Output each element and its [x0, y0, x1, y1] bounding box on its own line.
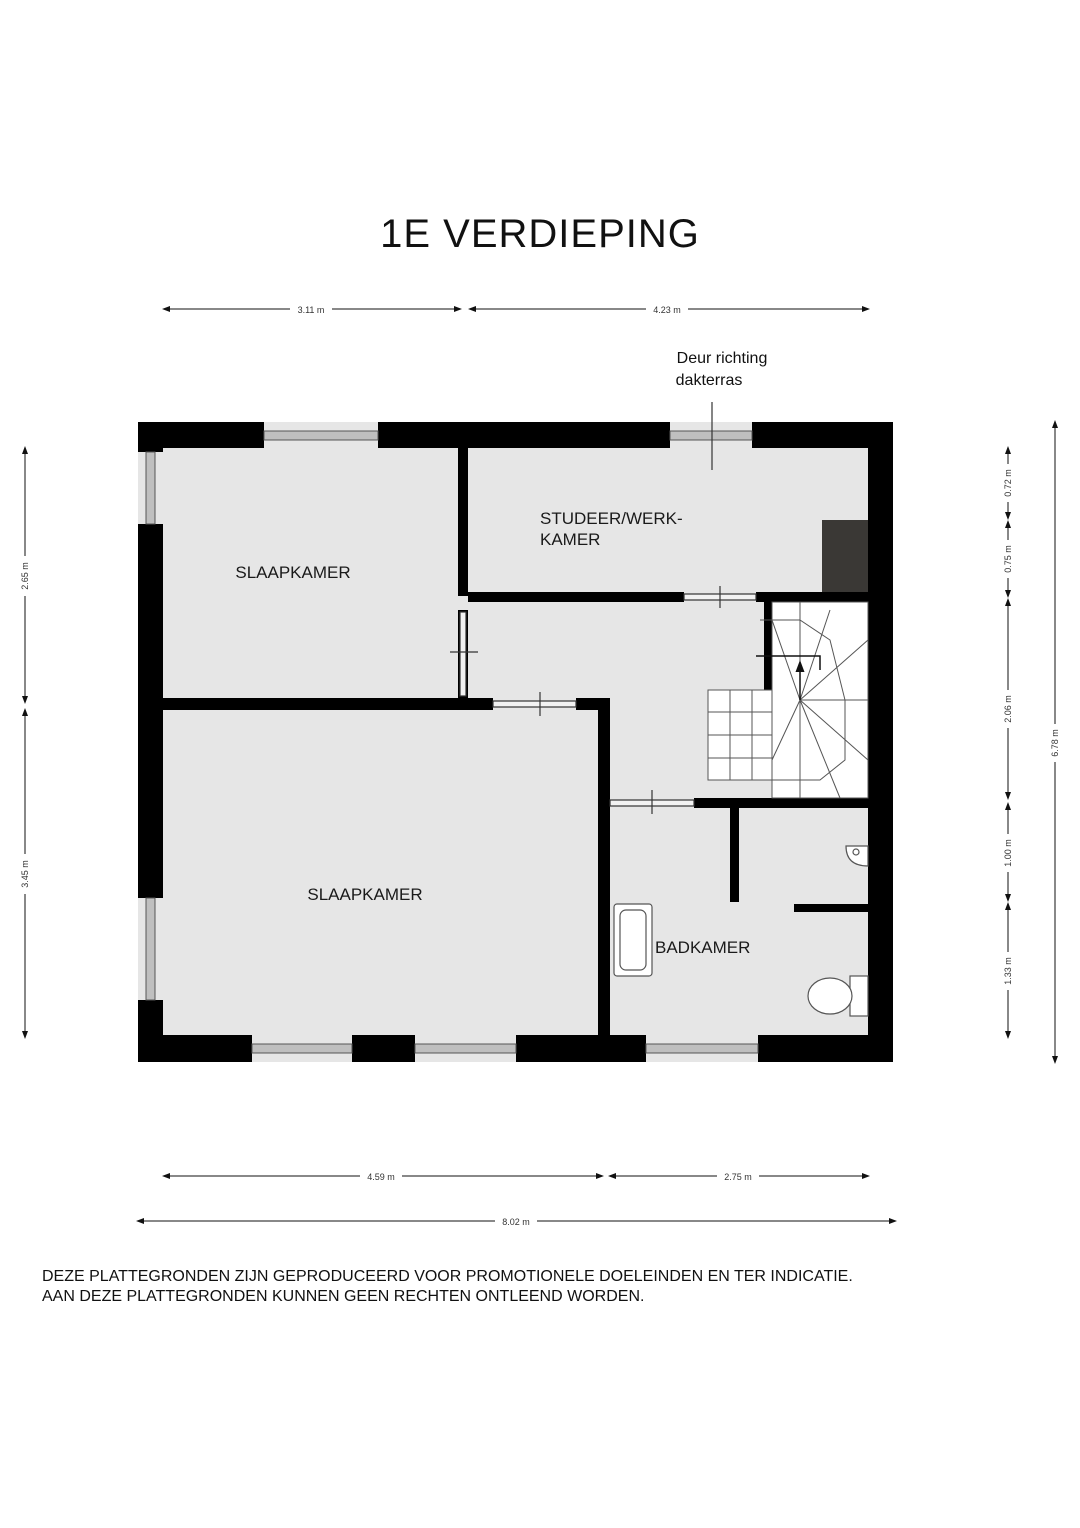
- disclaimer: [42, 1267, 853, 1307]
- annotation-line1: Deur richting: [676, 350, 768, 367]
- room-label-study-1: STUDEER/WERK-: [540, 509, 683, 528]
- window-bottom-3: [646, 1044, 758, 1053]
- door-bedroom-top: [460, 612, 466, 696]
- door-bedroom-bottom: [493, 701, 576, 707]
- wall-bottom-4: [758, 1035, 893, 1062]
- wall-toilet-div: [794, 904, 868, 912]
- dim-right-3: 2.06 m: [1003, 695, 1013, 723]
- window-top-right: [670, 431, 752, 440]
- wall-bedroom-divider: [163, 698, 493, 710]
- room-label-study-2: KAMER: [540, 530, 601, 549]
- annotation-line2: dakterras: [675, 372, 743, 389]
- dim-left-lower: 3.45 m: [20, 860, 30, 888]
- room-label-bedroom-top: SLAAPKAMER: [235, 563, 351, 582]
- wall-bottom-1: [138, 1035, 252, 1062]
- wall-bath-inner: [730, 808, 739, 902]
- window-bottom-2: [415, 1044, 516, 1053]
- wall-bottom-3: [516, 1035, 646, 1062]
- dim-top-right: 4.23 m: [653, 305, 681, 315]
- dim-right-total: 6.78 m: [1050, 729, 1060, 757]
- room-label-bathroom: BADKAMER: [655, 938, 751, 957]
- wall-bottom-2: [352, 1035, 415, 1062]
- wall-stair-left: [764, 596, 772, 696]
- dim-right-4: 1.00 m: [1003, 839, 1013, 867]
- wall-study-left: [458, 448, 468, 596]
- dim-right-2: 0.75 m: [1003, 545, 1013, 573]
- dim-bottom-right: 2.75 m: [724, 1172, 752, 1182]
- wall-bath-left: [598, 698, 610, 1038]
- dim-right-5: 1.33 m: [1003, 957, 1013, 985]
- room-label-bedroom-bottom: SLAAPKAMER: [307, 885, 423, 904]
- dim-left-upper: 2.65 m: [20, 562, 30, 590]
- dim-bottom-total: 8.02 m: [502, 1217, 530, 1227]
- wall-bath-top: [694, 798, 868, 808]
- plan-title: 1E VERDIEPING: [380, 212, 700, 256]
- window-left-lower: [146, 898, 155, 1000]
- disclaimer-line-1: DEZE PLATTEGRONDEN ZIJN GEPRODUCEERD VOOR PROMOTIONELE DOELEINDEN EN TER INDICATIE.: [42, 1268, 853, 1285]
- window-top-left: [264, 431, 378, 440]
- dim-top-left: 3.11 m: [297, 305, 325, 315]
- wall-study-bottom-2: [756, 592, 868, 602]
- chimney-block: [822, 520, 870, 594]
- dim-right-1: 0.72 m: [1003, 469, 1013, 497]
- wall-left-2: [138, 524, 163, 898]
- wall-study-bottom-1: [468, 592, 684, 602]
- window-bottom-1: [252, 1044, 352, 1053]
- wall-right: [868, 422, 893, 1062]
- window-left-upper: [146, 452, 155, 524]
- wall-left-1: [138, 422, 163, 452]
- toilet: [808, 976, 868, 1016]
- dim-bottom-left: 4.59 m: [367, 1172, 395, 1182]
- wall-top-2: [378, 422, 670, 448]
- disclaimer-line-2: AAN DEZE PLATTEGRONDEN KUNNEN GEEN RECHTEN ONTLEEND WORDEN.: [42, 1288, 645, 1305]
